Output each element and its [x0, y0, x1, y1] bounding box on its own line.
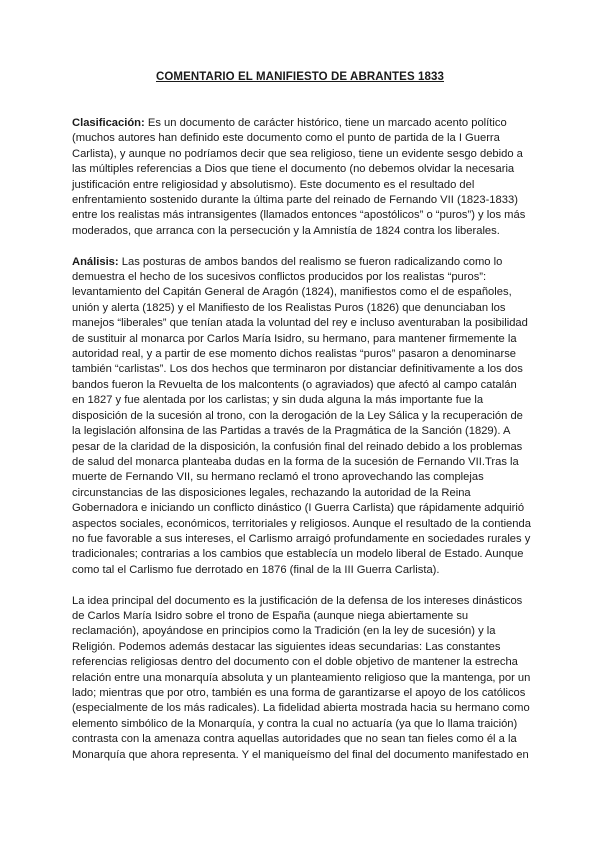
paragraph-idea-principal	[72, 594, 532, 763]
paragraph-text: La idea principal del documento es la justificación de la defensa de los intereses dinásticos de Carlos María Isidro sobre el trono de España (aunque niega abiertamente su reclamación), apoyándose en principios como la Tradición (en la ley de sucesión) y la Religión. Podemos además destacar las siguientes ideas secundarias: Las constantes referencias religiosas dentro del documento con el doble objetivo de mantener la estrecha relación entre una monarquía absoluta y un planteamiento religioso que la mantenga, por un lado; mientras que por otro, también es una forma de garantizarse el apoyo de los católicos (especialmente de los más radicales). La fidelidad abierta mostrada hacia su hermano como elemento simbólico de la Monarquía, y contra la cual no actuaría (ya que lo llama traición) contrasta con la amenaza contra aquellas autoridades que no sean tan fieles como él a la Monarquía que ahora representa. Y el maniqueísmo del final del documento manifestado en	[72, 594, 531, 761]
paragraph-text: Es un documento de carácter histórico, tiene un marcado acento político (muchos autores han definido este documento como el punto de partida de la I Guerra Carlista), y aunque no podríamos decir que sea religioso, tiene un evidente sesgo debido a las múltiples referencias a Dios que tiene el documento (no debemos olvidar la necesaria justificación entre religiosidad y absolutismo). Este documento es el resultado del enfrentamiento sostenido durante la última parte del reinado de Fernando VII (1823-1833) entre los realistas más intransigentes (llamados entonces “apostólicos” o “puros”) y los más moderados, que arranca con la persecución y la Amnistía de 1824 contra los liberales.	[72, 117, 526, 237]
paragraph-analisis	[72, 255, 532, 579]
document-title: COMENTARIO EL MANIFIESTO DE ABRANTES 1833	[155, 71, 445, 83]
paragraph-clasificacion	[72, 116, 532, 239]
paragraph-lead: Clasificación:	[72, 117, 145, 129]
paragraph-lead: Análisis:	[72, 255, 119, 268]
document-body	[72, 116, 532, 778]
paragraph-text: Las posturas de ambos bandos del realismo se fueron radicalizando como lo demuestra el hecho de los sucesivos conflictos producidos por los realistas “puros”: levantamiento del Capitán General de Aragón (1824), manifiestos como el de españoles, unión y alerta (1825) y el Manifiesto de los Realistas Puros (1826) que denunciaban los manejos “liberales” que tenían atada la voluntad del rey e incluso aventuraban la posibilidad de sustituir al monarca por Carlos María Isidro, su hermano, para mantener firmemente la autoridad real, y a partir de ese momento dichos realistas “puros” pasaron a denominarse también “carlistas”. Los dos hechos que terminaron por distanciar definitivamente a los dos bandos fueron la Revuelta de los malcontents (o agraviados) que afectó al campo catalán en 1827 y fue alentada por los carlistas; y sin duda alguna la más importante fue la disposición de la sucesión al trono, con la derogación de la Ley Sálica y la recuperación de la legislación alfonsina de las Partidas a través de la Pragmática de la Sanción (1829). A pesar de la claridad de la disposición, la confusión final del reinado debido a los problemas de salud del monarca planteaba dudas en la forma de la sucesión de Fernando VII.Tras la muerte de Fernando VII, su hermano reclamó el trono aprovechando las complejas circunstancias de las disposiciones legales, rechazando la autoridad de la Reina Gobernadora e iniciando un conflicto dinástico (I Guerra Carlista) que rápidamente adquirió aspectos sociales, económicos, territoriales y religiosos. Aunque el resultado de la contienda no fue favorable a sus intereses, el Carlismo arraigó profundamente en sociedades rurales y tradicionales; contrarias a los cambios que establecía un modelo liberal de Estado. Aunque como tal el Carlismo fue derrotado en 1876 (final de la III Guerra Carlista).	[72, 255, 531, 576]
